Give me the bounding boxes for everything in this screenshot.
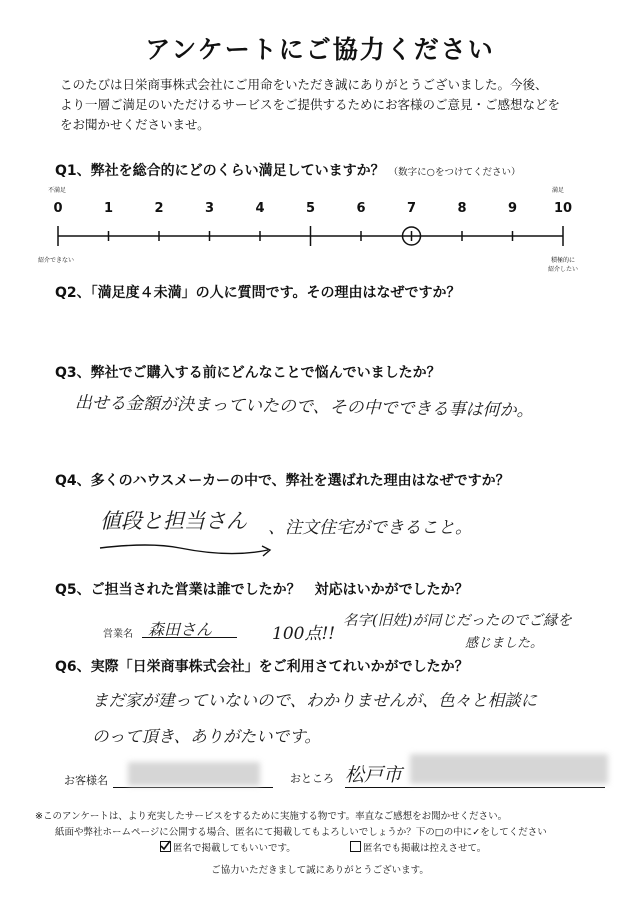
anonymous-decline-checkbox[interactable] [350,841,361,852]
q5-comment-line-1: 名字(旧姓)が同じだったのでご縁を [343,613,572,629]
scale-number-10[interactable]: 10 [553,201,573,216]
q4-answer-part2: 、注文住宅ができること。 [268,518,472,538]
anonymous-ok-option[interactable] [160,840,296,854]
scale-number-8[interactable]: 8 [457,201,467,216]
customer-name-label: お客様名 [64,774,108,787]
thanks-text: ご協力いただきまして誠にありがとうございます。 [211,865,429,876]
anonymous-decline-option[interactable] [350,840,486,854]
scale-number-4[interactable]: 4 [255,201,265,216]
sales-name-underline [142,637,237,638]
q1-label: Q1、弊社を総合的にどのくらい満足していますか？ [55,163,385,179]
scale-number-9[interactable]: 9 [507,201,518,216]
q5-score: 100点!! [272,624,336,644]
intro-line-1: このたびは日栄商事株式会社にご用命をいただき誠にありがとうございました。今後、 [60,77,548,92]
q6-answer-line-2: のって頂き、ありがたいです。 [92,727,321,746]
customer-name-redacted [128,762,260,786]
scale-number-6[interactable]: 6 [356,201,366,216]
scale-left-bottom-label: 紹介できない [38,257,75,264]
scale-right-bottom-label-1: 積極的に [550,257,575,264]
scale-number-7[interactable]: 7 [406,201,417,216]
scale-left-top-label: 不満足 [48,187,67,194]
scale-number-5[interactable]: 5 [305,201,316,216]
scale-number-2[interactable]: 2 [154,201,164,216]
address-value: 松戸市 [345,764,403,786]
scale-right-top-label: 満足 [552,187,565,194]
footer-note-line-1: ※このアンケートは、より充実したサービスをするために実施する物です。率直なご感想をお聞かせください。 [35,811,508,822]
page-title: アンケートにご協力ください [145,35,495,64]
address-label: おところ [290,772,334,785]
intro-line-3: をお聞かせくださいませ。 [60,117,210,132]
address-redacted [410,754,608,784]
intro-line-2: より一層ご満足のいただけるサービスをご提供するためにお客様のご意見・ご感想などを [60,97,561,112]
sales-name-value: 森田さん [148,620,213,639]
q5-comment-line-2: 感じました。 [465,636,544,651]
anonymous-ok-checkbox[interactable] [160,841,171,852]
q4-question: Q4、多くのハウスメーカーの中で、弊社を選ばれた理由はなぜですか？ [55,473,510,489]
sales-name-label: 営業名 [103,629,133,640]
q5-question: Q5、ご担当された営業は誰でしたか？ 対応はいかがでしたか？ [55,582,469,598]
footer-note-line-2: 紙面や弊社ホームページに公開する場合、匿名にて掲載してもよろしいでしょうか？下の□の中に✓をしてください [55,827,547,838]
scale-right-bottom-label-2: 紹介したい [548,266,579,273]
q6-question: Q6、実際「日栄商事株式会社」をご利用さてれいかがでしたか？ [55,659,469,675]
anonymous-decline-label: 匿名でも掲載は控えさせて。 [363,843,487,854]
scale-number-3[interactable]: 3 [204,201,215,216]
check-mark-icon [160,840,171,851]
customer-name-underline [113,787,273,788]
scale-number-1[interactable]: 1 [103,201,114,216]
address-underline [345,787,605,788]
q6-answer-line-1: まだ家が建っていないので、わかりませんが、色々と相談に [92,691,538,710]
q3-question: Q3、弊社でご購入する前にどんなことで悩んでいましたか？ [55,365,441,381]
q3-answer: 出せる金額が決まっていたので、その中でできる事は何か。 [74,392,534,422]
anonymous-ok-label: 匿名で掲載してもいいです。 [173,843,296,854]
q4-answer-part1: 値段と担当さん [100,509,247,533]
q1-note: （数字に○をつけてください） [388,167,521,178]
scale-number-0[interactable]: 0 [53,201,63,216]
q2-question: Q2、「満足度４未満」の人に質問です。その理由はなぜですか？ [55,285,461,301]
